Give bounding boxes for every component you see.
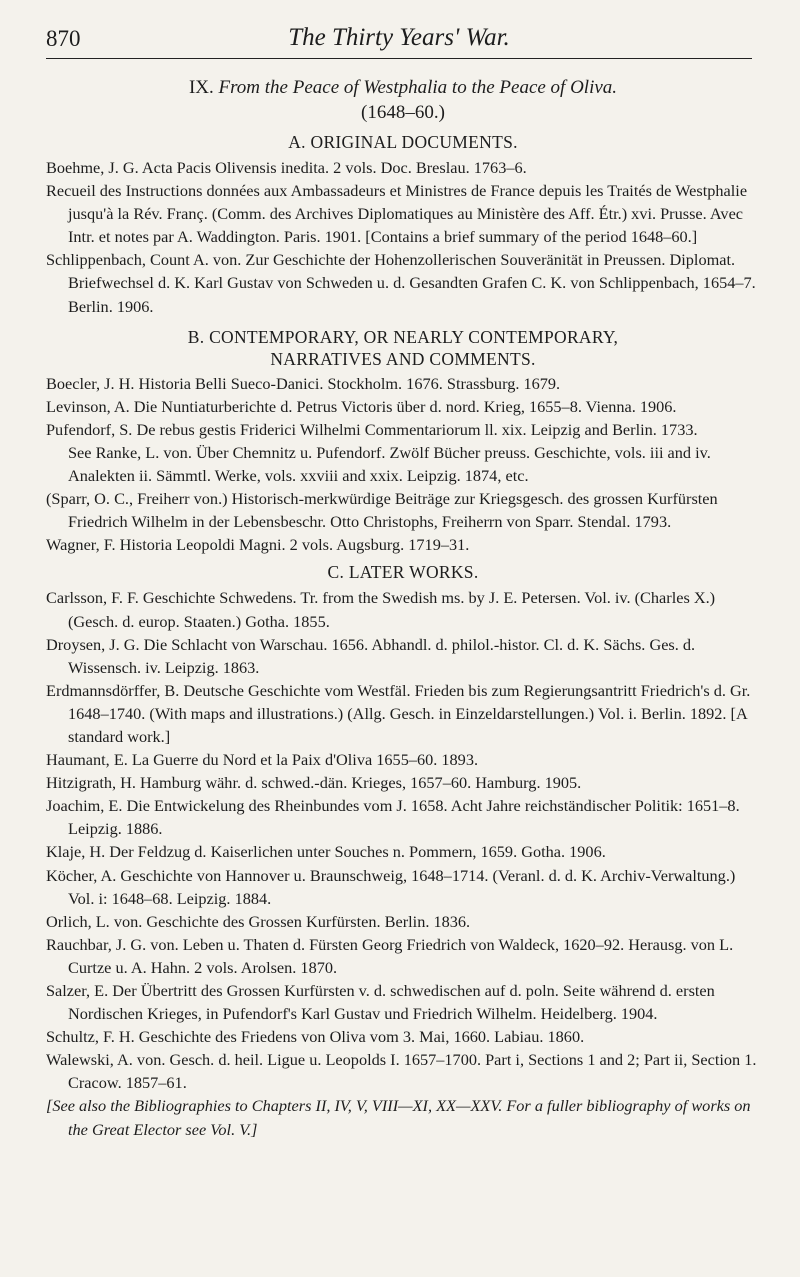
bib-entry: Wagner, F. Historia Leopoldi Magni. 2 vols. Augsburg. 1719–31. — [46, 535, 470, 555]
section-b-list — [46, 372, 760, 557]
bib-entry: Boecler, J. H. Historia Belli Sueco-Danici. Stockholm. 1676. Strassburg. 1679. — [46, 373, 561, 393]
bib-entry: Carlsson, F. F. Geschichte Schwedens. Tr. from the Swedish ms. by J. E. Petersen. Vol. iv. (Charles X.) (Gesch. d. europ. Staaten.) Gotha. 1855. — [46, 588, 716, 631]
bib-entry: Joachim, E. Die Entwickelung des Rheinbundes vom J. 1658. Acht Jahre reichständischer Politik: 1651–8. Leipzig. 1886. — [46, 796, 740, 839]
bib-entry: Hitzigrath, H. Hamburg währ. d. schwed.-dän. Krieges, 1657–60. Hamburg. 1905. — [46, 773, 582, 793]
bib-entry: Schlippenbach, Count A. von. Zur Geschichte der Hohenzollerischen Souveränität in Preussen. Diplomat. Briefwechsel d. K. Karl Gustav von Schweden u. d. Gesandten Grafen C. K. von Schlippenbach, 1654–7. Berlin. 1906. — [46, 250, 756, 316]
bib-entry: (Sparr, O. C., Freiherr von.) Historisch-merkwürdige Beiträge zur Kriegsgesch. des grossen Kurfürsten Friedrich Wilhelm in der Lebensbeschr. Otto Christophs, Freiherrn von Sparr. Stendal. 1793. — [46, 489, 718, 532]
section-heading-c: C. LATER WORKS. — [327, 562, 479, 583]
bib-entry: Pufendorf, S. De rebus gestis Friderici Wilhelmi Commentariorum ll. xix. Leipzig and Berlin. 1733. — [46, 419, 698, 439]
bib-entry: Orlich, L. von. Geschichte des Grossen Kurfürsten. Berlin. 1836. — [46, 911, 471, 931]
bib-entry: Droysen, J. G. Die Schlacht von Warschau. 1656. Abhandl. d. philol.-histor. Cl. d. K. Sächs. Ges. d. Wissensch. iv. Leipzig. 1863. — [46, 634, 696, 677]
bib-entry: Haumant, E. La Guerre du Nord et la Paix d'Oliva 1655–60. 1893. — [46, 750, 479, 770]
bib-entry: Levinson, A. Die Nuntiaturberichte d. Petrus Victoris über d. nord. Krieg, 1655–8. Vienna. 1906. — [46, 396, 677, 416]
chapter-number: IX. — [188, 77, 214, 98]
section-c-list — [46, 586, 760, 1140]
bib-entry: Klaje, H. Der Feldzug d. Kaiserlichen unter Souches n. Pommern, 1659. Gotha. 1906. — [46, 842, 606, 862]
bib-entry: Boehme, J. G. Acta Pacis Olivensis inedita. 2 vols. Doc. Breslau. 1763–6. — [46, 158, 527, 177]
bib-entry: Erdmannsdörffer, B. Deutsche Geschichte vom Westfäl. Frieden bis zum Regierungsantritt Friedrich's d. Gr. 1648–1740. (With maps and illustrations.) (Allg. Gesch. in Einzeldarstellungen.) Vol. i. Berlin. 1892. [A standard work.] — [46, 680, 751, 746]
section-heading-b-line2: NARRATIVES AND COMMENTS. — [270, 348, 536, 369]
section-heading-b-line1: B. CONTEMPORARY, OR NEARLY CONTEMPORARY, — [187, 326, 619, 347]
bib-entry: Schultz, F. H. Geschichte des Friedens von Oliva vom 3. Mai, 1660. Labiau. 1860. — [46, 1027, 585, 1047]
bib-entry: Salzer, E. Der Übertritt des Grossen Kurfürsten v. d. schwedischen auf d. poln. Seite während d. ersten Nordischen Krieges, in Pufendorf's Karl Gustav und Friedrich Wilhelm. Heidelberg. 1904. — [46, 981, 715, 1024]
bib-entry: Rauchbar, J. G. von. Leben u. Thaten d. Fürsten Georg Friedrich von Waldeck, 1620–92. Herausg. von L. Curtze u. A. Hahn. 2 vols. Arolsen. 1870. — [46, 934, 734, 977]
page-number: 870 — [46, 26, 81, 51]
bibliography-note: [See also the Bibliographies to Chapters II, IV, V, VIII—XI, XX—XXV. For a fuller bibliography of works on the Great Elector see Vol. V.] — [46, 1096, 751, 1139]
bibliography-content — [46, 76, 760, 1141]
chapter-title: From the Peace of Westphalia to the Peace of Oliva. — [218, 77, 618, 98]
chapter-heading — [46, 76, 760, 100]
header-rule — [46, 58, 752, 59]
bib-entry: Recueil des Instructions données aux Ambassadeurs et Ministres de France depuis les Traités de Westphalie jusqu'à la Rév. Franç. (Comm. des Archives Diplomatiques au Ministère des Aff. Étr.) xvi. Prusse. Avec Intr. et notes par A. Waddington. Paris. 1901. [Contains a brief summary of the period 1648–60.] — [46, 181, 748, 247]
bib-entry: Köcher, A. Geschichte von Hannover u. Braunschweig, 1648–1714. (Veranl. d. d. K. Archiv-Verwaltung.) Vol. i: 1648–68. Leipzig. 1884. — [46, 865, 736, 908]
section-a-list — [46, 156, 760, 318]
chapter-years: (1648–60.) — [361, 102, 445, 123]
running-title: The Thirty Years' War. — [288, 24, 510, 51]
section-heading-a: A. ORIGINAL DOCUMENTS. — [288, 132, 518, 152]
section-heading-b — [46, 326, 760, 370]
page-header — [46, 20, 752, 60]
bib-entry: Walewski, A. von. Gesch. d. heil. Ligue u. Leopolds I. 1657–1700. Part i, Sections 1 and 2; Part ii, Section 1. Cracow. 1857–61. — [46, 1050, 757, 1093]
bib-see-entry: See Ranke, L. von. Über Chemnitz u. Pufendorf. Zwölf Bücher preuss. Geschichte, vols. iii and iv. Analekten ii. Sämmtl. Werke, vols. xxviii and xxix. Leipzig. 1874, etc. — [68, 442, 711, 486]
